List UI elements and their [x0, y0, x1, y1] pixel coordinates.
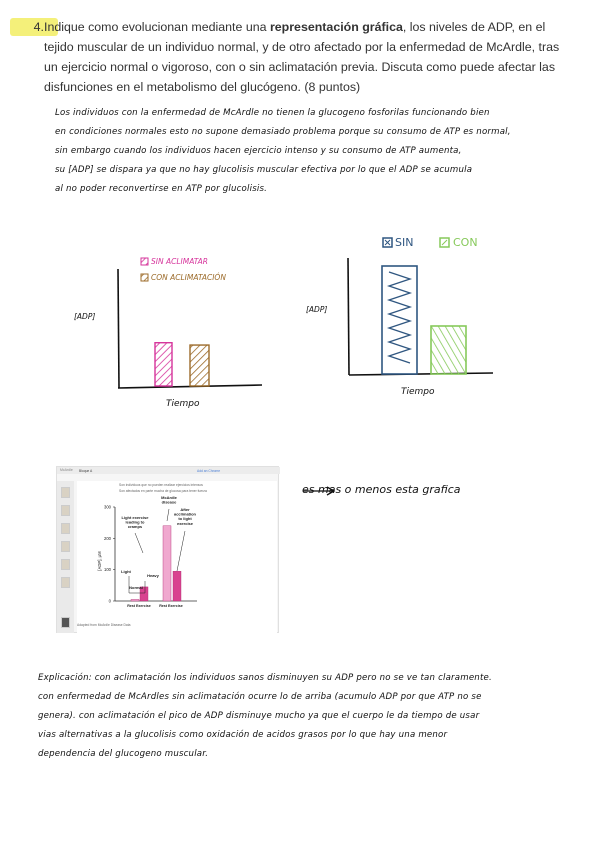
ref-annotation: Normal	[129, 585, 143, 590]
thumb-source: Adapted from McArdle Disease Data	[77, 623, 131, 627]
ref-y-tick: 200	[104, 535, 111, 541]
ref-y-tick: 300	[104, 504, 111, 510]
reference-bar-chart	[77, 481, 277, 633]
answer-line: al no poder reconvertirse en ATP por glucolisis.	[55, 184, 268, 194]
y-axis-label: [ADP]	[306, 305, 328, 314]
thumb-sidebar	[57, 481, 74, 633]
ref-y-label: [ADP], µM	[97, 551, 102, 571]
legend-con-label: CON	[453, 236, 478, 249]
x-axis-label: Tiempo	[401, 387, 435, 397]
bar-sin-aclimatar	[155, 343, 172, 386]
bar-con	[431, 326, 466, 374]
legend-swatch-con	[141, 274, 148, 281]
answer-line: su [ADP] se dispara ya que no hay glucolisis muscular efectiva por lo que el ADP se acumula	[55, 165, 473, 175]
ref-bar	[131, 599, 139, 601]
legend-con-label: CON ACLIMATACIÓN	[151, 273, 226, 282]
ref-annotation: Heavy	[147, 573, 159, 578]
legend-swatch-sin	[141, 258, 148, 265]
ref-annotation: After acclimation to light exercise	[173, 507, 197, 526]
explanation-line: Explicación: con aclimatación los individuos sanos disminuyen su ADP pero no se ve tan claramente.	[38, 673, 492, 683]
ref-y-tick: 0	[108, 598, 111, 604]
thumb-header: McArdle	[57, 467, 280, 474]
y-axis	[348, 258, 349, 375]
thumb-page	[77, 469, 277, 633]
ref-annotation: McArdle disease	[161, 495, 177, 505]
thumb-tab: Bloque A	[79, 469, 93, 473]
ref-y-tick: 100	[104, 567, 111, 573]
answer-line: sin embargo cuando los individuos hacen ejercicio intenso y su consumo de ATP aumenta,	[55, 146, 462, 156]
explanation-text	[38, 669, 593, 764]
question-number: 4.	[33, 20, 44, 34]
explanation-line: con enfermedad de McArdles sin aclimatación ocurre lo de arriba (acumulo ADP por que ATP no se	[38, 692, 482, 702]
legend-sin-label: SIN	[395, 236, 414, 249]
thumb-task-2: Son afectados en parte mucha de glucosa para tener fuerza	[119, 489, 207, 493]
note-text: es mas o menos esta grafica	[302, 483, 461, 496]
ref-bracket	[177, 531, 185, 571]
question-text: Indique como evolucionan mediante una representación gráfica, los niveles de ADP, en el tejido muscular de un individuo normal, y de otro afectado por la enfermedad de McArdle, tras un ejercicio normal o vigoroso, con o sin aclimatación previa. Discuta como puede afectar las disfunciones en el metabolismo del glucógeno. (8 puntos)	[44, 20, 560, 94]
reference-screenshot	[56, 466, 279, 633]
ref-bracket	[135, 533, 143, 553]
y-axis-label: [ADP]	[74, 312, 96, 321]
ref-annotation: Light	[121, 569, 131, 574]
question-bold-term: representación gráfica	[269, 20, 403, 34]
x-axis	[349, 373, 493, 375]
ref-bracket	[167, 509, 169, 521]
ref-bar	[173, 571, 181, 601]
answer-line: en condiciones normales esto no supone demasiado problema porque su consumo de ATP es normal,	[55, 127, 511, 137]
legend-sin-label: SIN ACLIMATAR	[151, 257, 209, 266]
thumb-task-1: Son individuos que no pueden realizar ejercicios intensos	[119, 483, 203, 487]
explanation-line: genera). con aclimatación el pico de ADP disminuye mucho ya que el cuerpo le da tiempo de usar	[38, 711, 480, 721]
bar-con-aclimatacion	[190, 345, 209, 386]
y-axis	[118, 269, 119, 388]
x-axis-label: Tiempo	[166, 399, 200, 409]
explanation-line: dependencia del glucogeno muscular.	[38, 749, 209, 759]
ref-x-group-label: Rest Exercise	[159, 604, 183, 608]
thumb-header-right: Add an Chrome	[197, 469, 221, 473]
answer-line: Los individuos con la enfermedad de McArdle no tienen la glucogeno fosforilas funcionando bien	[55, 108, 490, 118]
ref-bar	[163, 526, 171, 601]
explanation-line: vias alternativas a la glucolisis como oxidación de acidos grasos por lo que hay una menor	[38, 730, 448, 740]
ref-annotation: Light exercise leading to cramps	[121, 515, 149, 530]
ref-x-group-label: Rest Exercise	[127, 604, 151, 608]
